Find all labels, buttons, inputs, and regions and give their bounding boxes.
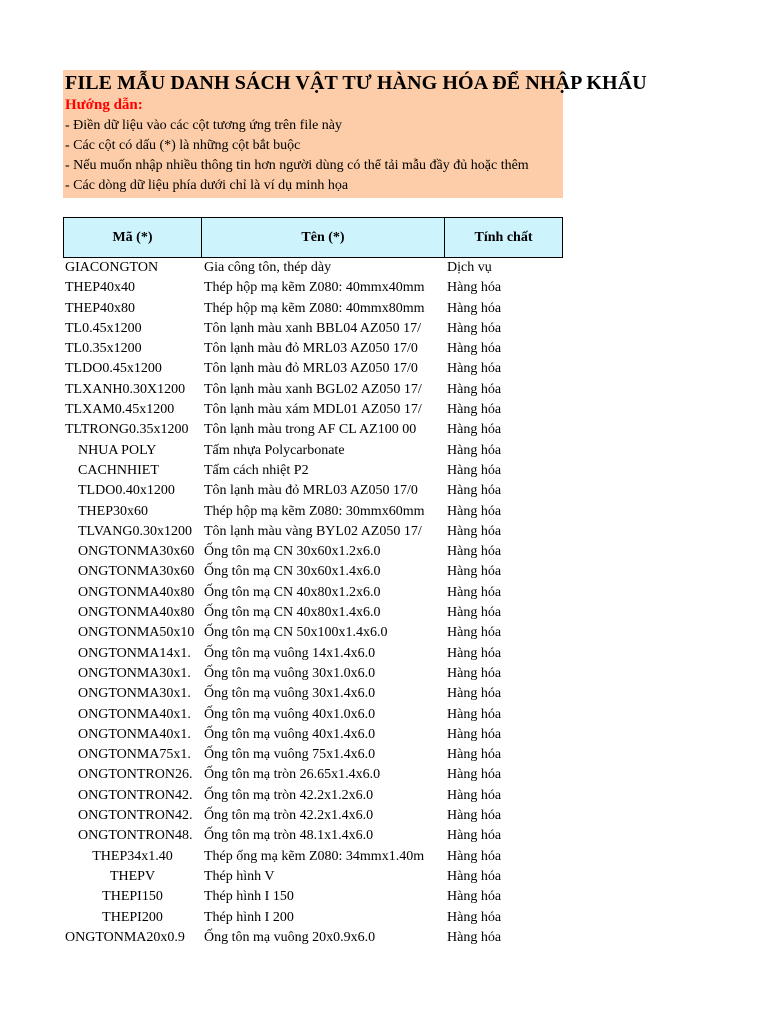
table-row (0, 786, 768, 806)
cell-name[interactable]: Thép hình I 200 (204, 909, 294, 925)
cell-name[interactable]: Ống tôn mạ vuông 20x0.9x6.0 (204, 929, 376, 945)
column-header-type[interactable]: Tính chất (444, 217, 563, 258)
cell-type[interactable]: Hàng hóa (447, 402, 502, 418)
table-row (0, 562, 768, 582)
table-row (0, 664, 768, 684)
cell-name[interactable]: Ống tôn mạ vuông 30x1.4x6.0 (204, 686, 376, 702)
instruction-line: - Nếu muốn nhập nhiều thông tin hơn người dùng có thể tải mẫu đầy đủ hoặc thêm (65, 158, 529, 173)
table-row (0, 928, 768, 948)
table-row (0, 644, 768, 664)
table-row (0, 278, 768, 298)
cell-code[interactable]: ONGTONTRON42. (78, 787, 193, 803)
cell-type[interactable]: Hàng hóa (447, 462, 502, 478)
cell-name[interactable]: Ống tôn mạ CN 50x100x1.4x6.0 (204, 625, 388, 641)
cell-name[interactable]: Ống tôn mạ vuông 75x1.4x6.0 (204, 747, 376, 763)
cell-name[interactable]: Ống tôn mạ tròn 26.65x1.4x6.0 (204, 767, 381, 783)
cell-code[interactable]: TLTRONG0.35x1200 (65, 422, 189, 438)
table-row (0, 623, 768, 643)
cell-type[interactable]: Hàng hóa (447, 300, 502, 316)
cell-name[interactable]: Tôn lạnh màu vàng BYL02 AZ050 17/ (204, 523, 422, 539)
cell-name[interactable]: Tấm nhựa Polycarbonate (204, 442, 345, 458)
cell-code[interactable]: THEPI200 (102, 909, 163, 925)
cell-type[interactable]: Hàng hóa (447, 544, 502, 560)
cell-code[interactable]: TL0.35x1200 (65, 341, 142, 357)
cell-name[interactable]: Thép hộp mạ kẽm Z080: 40mmx40mm (204, 280, 425, 296)
cell-code[interactable]: ONGTONMA40x1. (78, 726, 191, 742)
table-row (0, 705, 768, 725)
table-row (0, 684, 768, 704)
cell-type[interactable]: Hàng hóa (447, 706, 502, 722)
cell-code[interactable]: THEP34x1.40 (92, 848, 173, 864)
item-table-body (0, 258, 768, 948)
cell-name[interactable]: Gia công tôn, thép dày (204, 260, 332, 275)
cell-name[interactable]: Ống tôn mạ CN 30x60x1.4x6.0 (204, 564, 381, 580)
table-row (0, 522, 768, 542)
cell-code[interactable]: THEPV (109, 868, 156, 884)
cell-code[interactable]: TLXANH0.30X1200 (65, 381, 186, 397)
cell-name[interactable]: Ống tôn mạ vuông 40x1.0x6.0 (204, 706, 376, 722)
cell-code[interactable]: ONGTONTRON48. (78, 828, 193, 844)
cell-type[interactable]: Hàng hóa (447, 929, 502, 945)
table-row (0, 481, 768, 501)
table-row (0, 583, 768, 603)
cell-code[interactable]: GIACONGTON (65, 260, 159, 275)
table-row (0, 887, 768, 907)
table-row (0, 339, 768, 359)
table-row (0, 400, 768, 420)
cell-type[interactable]: Hàng hóa (447, 442, 502, 458)
cell-name[interactable]: Ống tôn mạ vuông 40x1.4x6.0 (204, 726, 376, 742)
instruction-line: - Các cột có dấu (*) là những cột bắt buộc (65, 138, 301, 153)
instruction-line: - Các dòng dữ liệu phía dưới chỉ là ví dụ minh họa (65, 178, 349, 193)
cell-type[interactable]: Hàng hóa (447, 503, 502, 519)
table-row (0, 299, 768, 319)
cell-code[interactable]: ONGTONMA14x1. (78, 645, 191, 661)
cell-type[interactable]: Hàng hóa (447, 868, 502, 884)
cell-code[interactable]: ONGTONMA40x1. (78, 706, 191, 722)
cell-type[interactable]: Hàng hóa (447, 645, 502, 661)
table-row (0, 502, 768, 522)
cell-type[interactable]: Hàng hóa (447, 726, 502, 742)
cell-name[interactable]: Thép hộp mạ kẽm Z080: 40mmx80mm (204, 300, 425, 316)
cell-type[interactable]: Hàng hóa (447, 320, 502, 336)
table-row (0, 603, 768, 623)
cell-code[interactable]: THEP40x40 (65, 280, 135, 296)
cell-code[interactable]: THEP30x60 (78, 503, 148, 519)
page-title: FILE MẪU DANH SÁCH VẬT TƯ HÀNG HÓA ĐỂ NHẬP KHẨU (65, 72, 647, 94)
table-row (0, 258, 768, 278)
cell-code[interactable]: ONGTONMA30x60 (78, 564, 195, 580)
cell-type[interactable]: Hàng hóa (447, 909, 502, 925)
cell-code[interactable]: ONGTONTRON26. (78, 767, 193, 783)
cell-type[interactable]: Hàng hóa (447, 564, 502, 580)
cell-type[interactable]: Hàng hóa (447, 848, 502, 864)
cell-code[interactable]: CACHNHIET (78, 462, 159, 478)
instructions-banner (63, 70, 647, 198)
cell-type[interactable]: Hàng hóa (447, 808, 502, 824)
table-row (0, 542, 768, 562)
cell-code[interactable]: TLVANG0.30x1200 (78, 523, 192, 539)
cell-type[interactable]: Hàng hóa (447, 625, 502, 641)
cell-name[interactable]: Tôn lạnh màu xanh BGL02 AZ050 17/ (204, 381, 422, 397)
table-row (0, 441, 768, 461)
cell-code[interactable]: ONGTONMA20x0.9 (65, 929, 185, 945)
cell-type[interactable]: Hàng hóa (447, 483, 502, 499)
table-row (0, 420, 768, 440)
table-row (0, 806, 768, 826)
instruction-line: - Điền dữ liệu vào các cột tương ứng trên file này (65, 118, 343, 133)
cell-name[interactable]: Ống tôn mạ tròn 42.2x1.4x6.0 (204, 808, 374, 824)
cell-name[interactable]: Tôn lạnh màu đỏ MRL03 AZ050 17/0 (204, 483, 418, 499)
cell-name[interactable]: Ống tôn mạ CN 40x80x1.2x6.0 (204, 584, 381, 600)
cell-type[interactable]: Hàng hóa (447, 361, 502, 377)
cell-name[interactable]: Tôn lạnh màu xám MDL01 AZ050 17/ (204, 402, 422, 418)
cell-type[interactable]: Hàng hóa (447, 767, 502, 783)
cell-code[interactable]: ONGTONMA75x1. (78, 747, 191, 763)
table-row (0, 908, 768, 928)
cell-code[interactable]: ONGTONMA30x60 (78, 544, 195, 560)
cell-type[interactable]: Hàng hóa (447, 422, 502, 438)
cell-name[interactable]: Ống tôn mạ vuông 30x1.0x6.0 (204, 665, 376, 681)
cell-name[interactable]: Thép ống mạ kẽm Z080: 34mmx1.40m (204, 848, 425, 864)
table-row (0, 847, 768, 867)
cell-code[interactable]: ONGTONTRON42. (78, 808, 193, 824)
cell-code[interactable]: ONGTONMA40x80 (78, 605, 195, 621)
table-row (0, 745, 768, 765)
cell-code[interactable]: THEP40x80 (65, 300, 135, 316)
cell-code[interactable]: ONGTONMA30x1. (78, 686, 191, 702)
cell-name[interactable]: Ống tôn mạ tròn 48.1x1.4x6.0 (204, 828, 374, 844)
cell-code[interactable]: TLDO0.45x1200 (65, 361, 162, 377)
cell-code[interactable]: TLDO0.40x1200 (78, 483, 175, 499)
cell-name[interactable]: Tấm cách nhiệt P2 (204, 462, 309, 478)
table-row (0, 867, 768, 887)
cell-type[interactable]: Hàng hóa (447, 828, 502, 844)
cell-type[interactable]: Hàng hóa (447, 523, 502, 539)
cell-code[interactable]: ONGTONMA30x1. (78, 665, 191, 681)
cell-code[interactable]: NHUA POLY (78, 442, 157, 458)
table-row (0, 319, 768, 339)
cell-code[interactable]: TL0.45x1200 (65, 320, 142, 336)
cell-type[interactable]: Hàng hóa (447, 280, 502, 296)
cell-type[interactable]: Hàng hóa (447, 584, 502, 600)
cell-type[interactable]: Hàng hóa (447, 686, 502, 702)
cell-type[interactable]: Hàng hóa (447, 381, 502, 397)
table-row (0, 461, 768, 481)
cell-type[interactable]: Hàng hóa (447, 747, 502, 763)
cell-name[interactable]: Tôn lạnh màu đỏ MRL03 AZ050 17/0 (204, 341, 418, 357)
cell-name[interactable]: Ống tôn mạ CN 30x60x1.2x6.0 (204, 544, 381, 560)
cell-type[interactable]: Hàng hóa (447, 341, 502, 357)
cell-code[interactable]: TLXAM0.45x1200 (65, 402, 175, 418)
cell-name[interactable]: Tôn lạnh màu trong AF CL AZ100 00 (204, 422, 417, 438)
cell-name[interactable]: Ống tôn mạ tròn 42.2x1.2x6.0 (204, 787, 374, 803)
cell-name[interactable]: Thép hình V (204, 868, 275, 884)
cell-code[interactable]: ONGTONMA50x10 (78, 625, 195, 641)
cell-name[interactable]: Thép hình I 150 (204, 889, 294, 905)
table-row (0, 359, 768, 379)
column-header-name[interactable]: Tên (*) (201, 217, 445, 258)
cell-name[interactable]: Tôn lạnh màu đỏ MRL03 AZ050 17/0 (204, 361, 418, 377)
cell-code[interactable]: THEPI150 (102, 889, 163, 905)
cell-type[interactable]: Hàng hóa (447, 787, 502, 803)
cell-code[interactable]: ONGTONMA40x80 (78, 584, 195, 600)
column-header-code[interactable]: Mã (*) (63, 217, 202, 258)
cell-name[interactable]: Ống tôn mạ CN 40x80x1.4x6.0 (204, 605, 381, 621)
cell-type[interactable]: Hàng hóa (447, 665, 502, 681)
cell-name[interactable]: Thép hộp mạ kẽm Z080: 30mmx60mm (204, 503, 425, 519)
cell-type[interactable]: Dịch vụ (447, 260, 492, 275)
cell-name[interactable]: Ống tôn mạ vuông 14x1.4x6.0 (204, 645, 376, 661)
cell-type[interactable]: Hàng hóa (447, 889, 502, 905)
table-row (0, 380, 768, 400)
table-row (0, 765, 768, 785)
cell-name[interactable]: Tôn lạnh màu xanh BBL04 AZ050 17/ (204, 320, 421, 336)
table-row (0, 725, 768, 745)
cell-type[interactable]: Hàng hóa (447, 605, 502, 621)
instructions-heading: Hướng dẫn: (65, 97, 143, 113)
table-row (0, 826, 768, 846)
